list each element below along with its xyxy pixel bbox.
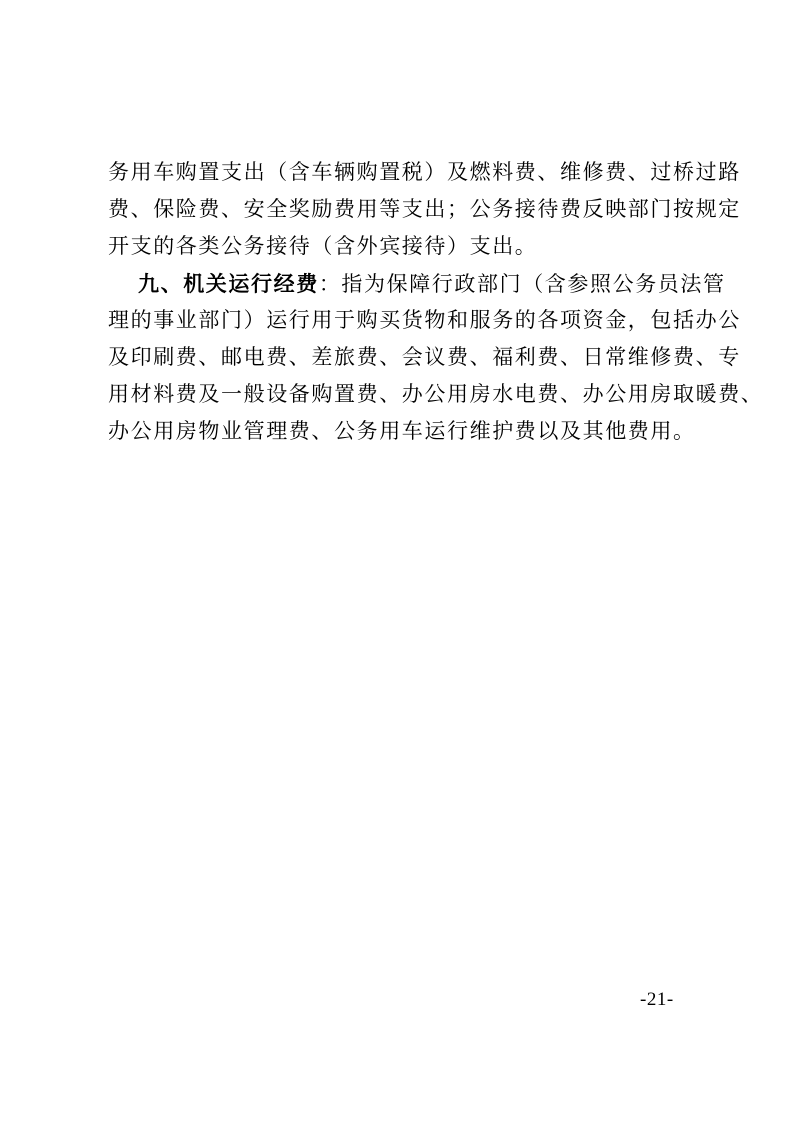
- text-line: 务用车购置支出（含车辆购置税）及燃料费、维修费、过桥过路: [108, 160, 741, 184]
- text-line: 开支的各类公务接待（含外宾接待）支出。: [108, 234, 538, 258]
- paragraph-operating-expenses: [108, 265, 764, 450]
- section-heading: 九、机关运行经费: [138, 271, 319, 296]
- page-number: -21-: [640, 989, 674, 1010]
- text-line: 理的事业部门）运行用于购买货物和服务的各项资金，包括办公: [108, 308, 741, 332]
- heading-definition: ：指为保障行政部门（含参照公务员法管: [318, 272, 726, 296]
- body-text: [108, 154, 764, 450]
- text-line: 及印刷费、邮电费、差旅费、会议费、福利费、日常维修费、专: [108, 345, 741, 369]
- text-line: 办公用房物业管理费、公务用车运行维护费以及其他费用。: [108, 419, 696, 443]
- text-line: [108, 265, 726, 302]
- text-line: 费、保险费、安全奖励费用等支出；公务接待费反映部门按规定: [108, 197, 741, 221]
- text-line: 用材料费及一般设备购置费、办公用房水电费、办公用房取暖费、: [108, 382, 764, 406]
- paragraph-vehicle-reception: [108, 154, 741, 265]
